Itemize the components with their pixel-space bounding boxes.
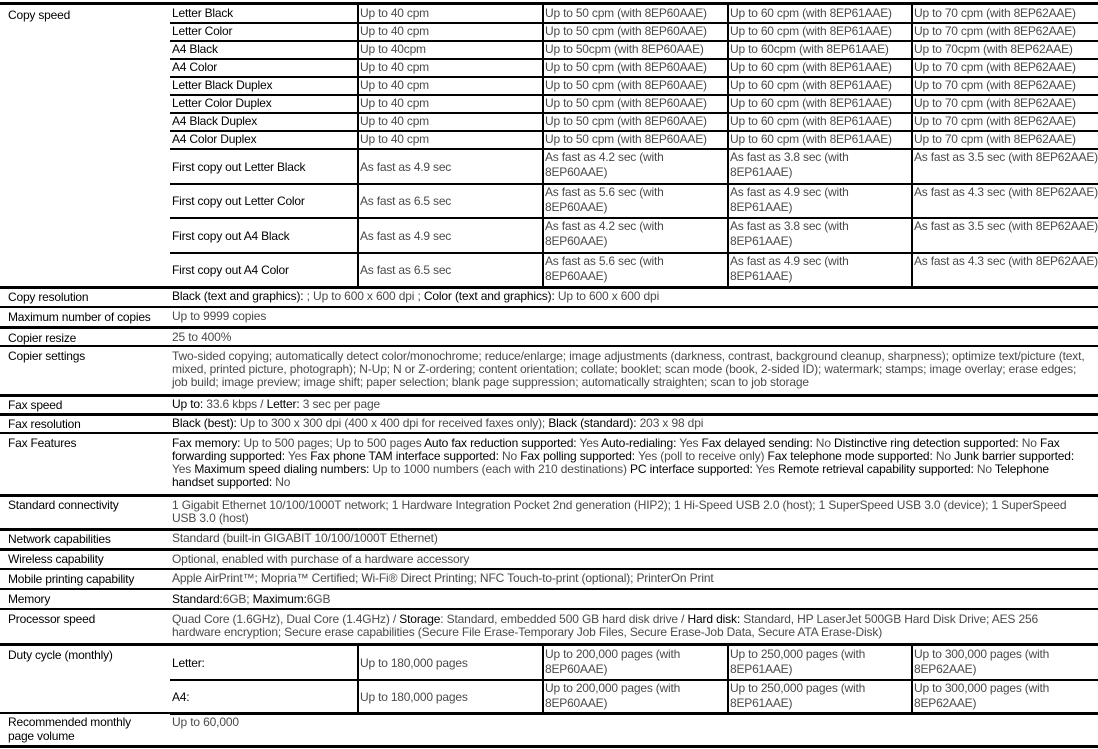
spec-label-mobile: Mobile printing capability	[8, 572, 135, 586]
spec-value-standard-connectivity: 1 Gigabit Ethernet 10/100/1000T network; 1 Hardware Integration Pocket 2nd generation (HIP2); 1 Hi-Speed USB 2.0 (host); 1 SuperSpeed USB 3.0 (device); 1 SuperSpeed USB 3.0 (host)	[172, 498, 1067, 525]
row-value: As fast as 4.9 sec	[360, 229, 452, 243]
spec-label-processor: Processor speed	[8, 612, 96, 626]
column-divider	[911, 5, 913, 149]
divider	[0, 568, 1098, 570]
column-divider	[727, 5, 729, 149]
spec-value-max-copies: Up to 9999 copies	[172, 309, 267, 323]
key: Up to:	[172, 397, 204, 411]
row-label: Letter Color	[172, 24, 233, 38]
row-value: Up to 200,000 pages (with 8EP60AAE)	[545, 647, 681, 676]
row-value: Up to 180,000 pages	[360, 690, 468, 704]
spec-label-standard-connectivity: Standard connectivity	[8, 498, 119, 512]
value: 203 x 98 dpi	[636, 416, 704, 430]
row-value: As fast as 5.6 sec (with 8EP60AAE)	[545, 254, 664, 283]
spec-label-network: Network capabilities	[8, 532, 111, 546]
fax-feature-key: Auto fax reduction supported:	[424, 436, 577, 450]
fax-feature-value: Yes	[576, 436, 602, 450]
column-divider	[542, 149, 544, 287]
divider	[0, 745, 1098, 748]
fax-feature-key: Fax forwarding supported:	[172, 436, 1060, 463]
fax-feature-key: Fax delayed sending:	[701, 436, 813, 450]
row-value: Up to 70 cpm (with 8EP62AAE)	[914, 60, 1076, 74]
row-value: Up to 40 cpm	[360, 78, 429, 92]
spec-label-max-copies: Maximum number of copies	[8, 310, 151, 324]
fax-feature-value: Yes	[676, 436, 702, 450]
column-divider	[357, 149, 359, 287]
value: 33.6 kbps /	[203, 397, 267, 411]
key: Hard disk:	[687, 612, 741, 626]
fax-feature-value: Yes (poll to receive only)	[634, 449, 768, 463]
column-divider	[357, 5, 359, 149]
row-value: As fast as 4.9 sec (with 8EP61AAE)	[730, 254, 849, 283]
row-value: As fast as 3.8 sec (with 8EP61AAE)	[730, 219, 849, 248]
column-divider	[911, 646, 913, 714]
divider	[0, 326, 1098, 329]
row-value: Up to 180,000 pages	[360, 656, 468, 670]
row-label: A4 Color	[172, 60, 218, 74]
divider	[0, 494, 1098, 497]
fax-feature-key: Telephone handset supported:	[172, 462, 1049, 489]
row-value: Up to 50 cpm (with 8EP60AAE)	[545, 78, 707, 92]
row-value: Up to 50 cpm (with 8EP60AAE)	[545, 6, 707, 20]
fax-feature-value: Up to 500 pages; Up to 500 pages	[240, 436, 425, 450]
spec-value-network: Standard (built-in GIGABIT 10/100/1000T Ethernet)	[172, 531, 438, 545]
value: 3 sec per page	[299, 397, 381, 411]
divider	[0, 608, 1098, 610]
divider	[0, 712, 1098, 714]
row-value: Up to 40 cpm	[360, 60, 429, 74]
row-label: A4 Color Duplex	[172, 132, 257, 146]
row-value: As fast as 3.5 sec (with 8EP62AAE)	[914, 150, 1098, 164]
spec-value-copier-resize: 25 to 400%	[172, 330, 232, 344]
row-value: Up to 250,000 pages (with 8EP61AAE)	[730, 681, 866, 710]
row-value: Up to 70 cpm (with 8EP62AAE)	[914, 132, 1076, 146]
spec-label-recommended: Recommended monthly page volume	[8, 715, 131, 743]
divider	[0, 548, 1098, 551]
spec-value-recommended: Up to 60,000	[172, 715, 239, 729]
row-value: Up to 70 cpm (with 8EP62AAE)	[914, 6, 1076, 20]
row-value: Up to 70cpm (with 8EP62AAE)	[914, 42, 1073, 56]
fax-feature-value: Yes	[752, 462, 778, 476]
row-label: Letter Black Duplex	[172, 78, 273, 92]
fax-feature-value: Up to 1000 numbers (each with 210 destinations)	[369, 462, 631, 476]
spec-label-fax-speed: Fax speed	[8, 398, 63, 412]
spec-value-fax-features	[172, 437, 1088, 489]
fax-feature-key: Auto-redialing:	[601, 436, 677, 450]
fax-feature-value: No	[272, 475, 291, 489]
fax-feature-key: Distinctive ring detection supported:	[834, 436, 1019, 450]
column-divider	[911, 149, 913, 287]
spec-label-memory: Memory	[8, 592, 51, 606]
fax-feature-key: Fax memory:	[172, 436, 241, 450]
value: Up to 300 x 300 dpi (400 x 400 dpi for received faxes only);	[236, 416, 549, 430]
spec-label-wireless: Wireless capability	[8, 552, 104, 566]
value: : Standard, embedded 500 GB hard disk drive /	[440, 612, 688, 626]
spec-label-copier-resize: Copier resize	[8, 331, 77, 345]
divider	[0, 306, 1098, 308]
row-value: Up to 40 cpm	[360, 132, 429, 146]
row-value: Up to 40 cpm	[360, 114, 429, 128]
row-value: Up to 40cpm	[360, 42, 426, 56]
spec-value-fax-resolution	[172, 417, 1088, 430]
spec-value-copier-settings: Two-sided copying; automatically detect color/monochrome; reduce/enlarge; image adjustments (darkness, contrast, background cleanup, sharpness); optimize text/picture (text, mixed, printed picture, photograph); N-Up; N or Z-ordering; content orientation; collate; booklet; scan mode (book, 2-sided ID); watermark; stamps; image overlay; erase edges; job build; image preview; image shift; paper selection; blank page suppression; automatically straighten; scan to job storage	[172, 349, 1085, 389]
spec-value-fax-speed	[172, 398, 1088, 411]
spec-label-copier-settings: Copier settings	[8, 349, 86, 363]
row-value: Up to 60 cpm (with 8EP61AAE)	[730, 6, 892, 20]
row-value: As fast as 3.8 sec (with 8EP61AAE)	[730, 150, 849, 179]
divider	[0, 432, 1098, 434]
spec-label-duty-cycle: Duty cycle (monthly)	[8, 648, 113, 662]
row-label: First copy out A4 Color	[172, 263, 289, 277]
fax-feature-value: No	[1018, 436, 1041, 450]
fax-feature-key: Maximum speed dialing numbers:	[194, 462, 370, 476]
fax-feature-key: Junk barrier supported:	[954, 449, 1075, 463]
row-label: Letter Color Duplex	[172, 96, 272, 110]
row-value: Up to 40 cpm	[360, 96, 429, 110]
row-value: As fast as 4.9 sec (with 8EP61AAE)	[730, 185, 849, 214]
row-value: Up to 70 cpm (with 8EP62AAE)	[914, 96, 1076, 110]
spec-label-copy-speed: Copy speed	[8, 8, 71, 22]
row-value: As fast as 4.3 sec (with 8EP62AAE)	[914, 185, 1098, 199]
row-label: Letter:	[172, 656, 205, 670]
fax-feature-key: Fax phone TAM interface supported:	[310, 449, 499, 463]
row-value: Up to 60cpm (with 8EP61AAE)	[730, 42, 889, 56]
divider	[0, 528, 1098, 531]
spec-value-processor	[172, 613, 1088, 639]
spec-value-mobile: Apple AirPrint™; Mopria™ Certified; Wi-Fi® Direct Printing; NFC Touch-to-print (optional); PrinterOn Print	[172, 571, 714, 585]
row-label: A4 Black Duplex	[172, 114, 258, 128]
value: ; Up to 600 x 600 dpi ;	[303, 289, 424, 303]
row-label: First copy out Letter Black	[172, 160, 306, 174]
row-value: Up to 60 cpm (with 8EP61AAE)	[730, 78, 892, 92]
row-value: Up to 70 cpm (with 8EP62AAE)	[914, 78, 1076, 92]
spec-value-wireless: Optional, enabled with purchase of a hardware accessory	[172, 552, 470, 566]
spec-value-copy-resolution	[172, 290, 1088, 303]
row-value: Up to 50 cpm (with 8EP60AAE)	[545, 132, 707, 146]
key: Black (best):	[172, 416, 237, 430]
divider	[0, 345, 1098, 347]
row-value: As fast as 6.5 sec	[360, 263, 452, 277]
row-value: Up to 60 cpm (with 8EP61AAE)	[730, 96, 892, 110]
column-divider	[727, 149, 729, 287]
row-value: Up to 70 cpm (with 8EP62AAE)	[914, 114, 1076, 128]
row-value: As fast as 3.5 sec (with 8EP62AAE)	[914, 219, 1098, 233]
fax-feature-value: Yes	[172, 462, 195, 476]
fax-feature-key: Fax polling supported:	[520, 449, 635, 463]
fax-feature-value: No	[812, 436, 835, 450]
row-value: Up to 40 cpm	[360, 6, 429, 20]
key: Black (standard):	[548, 416, 637, 430]
row-value: Up to 50 cpm (with 8EP60AAE)	[545, 24, 707, 38]
row-value: As fast as 4.2 sec (with 8EP60AAE)	[545, 219, 664, 248]
row-value: As fast as 4.2 sec (with 8EP60AAE)	[545, 150, 664, 179]
row-value: As fast as 4.9 sec	[360, 160, 452, 174]
spec-label-copy-resolution: Copy resolution	[8, 290, 89, 304]
value: Quad Core (1.6GHz), Dual Core (1.4GHz) /	[172, 612, 400, 626]
spec-label-fax-features: Fax Features	[8, 436, 77, 450]
row-value: Up to 50 cpm (with 8EP60AAE)	[545, 114, 707, 128]
fax-feature-value: Yes	[284, 449, 311, 463]
row-value: Up to 40 cpm	[360, 24, 429, 38]
fax-feature-key: Remote retrieval capability supported:	[777, 462, 974, 476]
fax-feature-value: No	[498, 449, 521, 463]
fax-feature-key: PC interface supported:	[630, 462, 753, 476]
row-value: Up to 300,000 pages (with 8EP62AAE)	[914, 647, 1050, 676]
row-label: A4 Black	[172, 42, 218, 56]
row-label: First copy out Letter Color	[172, 194, 305, 208]
row-value: Up to 200,000 pages (with 8EP60AAE)	[545, 681, 681, 710]
fax-feature-value: No	[932, 449, 955, 463]
row-value: Up to 50cpm (with 8EP60AAE)	[545, 42, 704, 56]
row-label: First copy out A4 Black	[172, 229, 290, 243]
divider	[0, 394, 1098, 397]
column-divider	[542, 5, 544, 149]
row-value: As fast as 5.6 sec (with 8EP60AAE)	[545, 185, 664, 214]
spec-label-fax-resolution: Fax resolution	[8, 417, 81, 431]
row-value: Up to 300,000 pages (with 8EP62AAE)	[914, 681, 1050, 710]
value: 6GB;	[222, 592, 253, 606]
column-divider	[357, 646, 359, 714]
key: Black (text and graphics):	[172, 289, 304, 303]
spec-value-memory	[172, 593, 1088, 606]
key: Color (text and graphics):	[423, 289, 555, 303]
row-value: Up to 60 cpm (with 8EP61AAE)	[730, 114, 892, 128]
key: Storage	[399, 612, 441, 626]
divider	[0, 2, 1098, 5]
key: Letter:	[266, 397, 300, 411]
key: Maximum:	[252, 592, 307, 606]
row-value: Up to 70 cpm (with 8EP62AAE)	[914, 24, 1076, 38]
row-label: A4:	[172, 690, 190, 704]
row-value: As fast as 6.5 sec	[360, 194, 452, 208]
fax-feature-key: Fax telephone mode supported:	[767, 449, 933, 463]
row-value: As fast as 4.3 sec (with 8EP62AAE)	[914, 254, 1098, 268]
value: Up to 600 x 600 dpi	[554, 289, 660, 303]
fax-feature-value: No	[973, 462, 995, 476]
column-divider	[727, 646, 729, 714]
row-value: Up to 250,000 pages (with 8EP61AAE)	[730, 647, 866, 676]
row-value: Up to 60 cpm (with 8EP61AAE)	[730, 132, 892, 146]
key: Standard:	[172, 592, 223, 606]
column-divider	[542, 646, 544, 714]
divider	[0, 643, 1098, 646]
value: 6GB	[306, 592, 331, 606]
value: Standard, HP LaserJet 500GB Hard Disk Drive; AES 256 hardware encryption; Secure erase capabilities (Secure File Erase-Temporary Job Files, Secure Erase-Job Data, Secure ATA Erase-Disk)	[172, 612, 1039, 639]
row-value: Up to 50 cpm (with 8EP60AAE)	[545, 96, 707, 110]
divider	[0, 588, 1098, 590]
row-value: Up to 60 cpm (with 8EP61AAE)	[730, 60, 892, 74]
row-value: Up to 50 cpm (with 8EP60AAE)	[545, 60, 707, 74]
row-value: Up to 60 cpm (with 8EP61AAE)	[730, 24, 892, 38]
row-label: Letter Black	[172, 6, 233, 20]
